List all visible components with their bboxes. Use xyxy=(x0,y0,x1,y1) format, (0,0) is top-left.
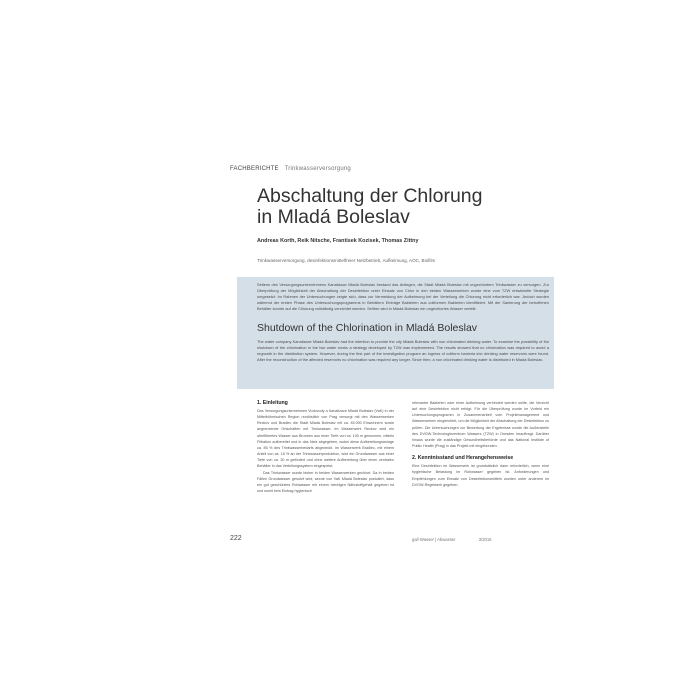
page-number: 222 xyxy=(230,535,242,542)
journal-name: gwf-Wasser | Abwasser xyxy=(412,537,456,542)
section-heading-introduction: 1. Einleitung xyxy=(257,400,288,406)
article-keywords: Trinkwasserversorgung, desinfektionsmittelfreier Netzbetrieb, Aufkeimung, AOC, Biofilm xyxy=(257,258,436,263)
abstract-german: Seitens des Versorgungsunternehmens Kanalizace Mladá Boleslav bestand das Anliegen, die Stadt Mladá Boleslav mit ungechlortem Trinkwasser zu versorgen. Zur Überprüfung der Möglichkeit der Abschaltung der Desinfektion unter Einsatz von Chlor in den beiden Wasserwerken wurde eine vom TZW entwickelte Strategie umgesetzt. Im Rahmen der Untersuchungen zeigte sich, dass zur Vermeidung der Aufkeimung bei der Verteilung die Chlorung nicht erforderlich war. Jedoch wurden während der ersten Phase des Untersuchungsprogramms in Behältern Einträge Bakterien aus coliformen Bakterien identifiziert. Mit der Sanierung der betroffenen Behälter konnte auf die Chlorung vollständig verzichtet werden. Seither wird in Mladá Boleslav ein ungechlortes Wasser verteilt. xyxy=(257,282,549,312)
section-header xyxy=(230,166,351,172)
journal-footer xyxy=(412,537,492,542)
article-authors: Andreas Korth, Reik Nitsche, Frantisek Kozisek, Thomas Zittny xyxy=(257,238,419,244)
section-heading-state-of-knowledge: 2. Kenntnisstand und Herangehensweise xyxy=(412,455,514,462)
subsection-label: Trinkwasserversorgung xyxy=(284,166,351,172)
article-title-line-1: Abschaltung der Chlorung xyxy=(257,185,483,207)
journal-issue: 3/2015 xyxy=(478,537,492,542)
body-paragraph: relevanter Bakterien oder einer Aufkeimung verhindert werden sollte, die Verzicht auf eine Desinfektion nicht erfolgt. Für die Überprüfung wurde im Vorfeld ein Untersuchungsprogramm in Zusammenarbeit vom Projektmanagement und Wasserwerken eingerichtet, um die Möglichkeit der Abschaltung der Desinfektion zu prüfen. Die Untersuchungen zur Bewertung der Ergebnisse wurde die Außenstelle des DVGW-Technologiezentrum Wassers (TZW) in Dresden beauftragt. Darüber hinaus wurde die zuständige Gesundheitsbehörde und das National Institute of Public Health (Prag) in das Projekt mit eingebunden. xyxy=(412,401,549,449)
english-title: Shutdown of the Chlorination in Mladá Boleslav xyxy=(257,322,478,334)
article-title-line-2: in Mladá Boleslav xyxy=(257,206,410,228)
section-label: FACHBERICHTE xyxy=(230,166,279,172)
body-column-left xyxy=(257,400,394,494)
abstract-english: The water company Kanalizace Mladá Boleslav had the intention to provide the city Mladá Boleslav with non chlorinated drinking water. To examine the possibility of the shutdown of the chlorination in the two water works a strategy developed by TZW was implemented. The results showed that no chlorination was required to avoid a regrowth in the distribution system. However, during the first part of the investigation program an ingress of coliform bacteria into drinking water reservoirs were found. After the reconstruction of the affected reservoirs no chlorination was required any longer. Since then, a non chlorinated drinking water is distributed in Mladá Boleslav. xyxy=(257,339,549,363)
body-column-right xyxy=(412,400,549,488)
article-title xyxy=(257,186,557,228)
body-paragraph: Eine Desinfektion im Wasserwerk ist grundsätzlich dann erforderlich, wenn eine hygienische Belastung im Rohwasser gegeben ist. Anforderungen und Empfehlungen zum Einsatz von Desinfektionsmitteln wurden unter anderem im DVGW-Regelwerk gegeben. xyxy=(412,464,549,487)
body-paragraph: Das Trinkwasser wurde bisher in beiden Wasserwerken gechlort. Da in beiden Fällen Grundwasser genutzt wird, wurde von VaK Mladá Boleslav postuliert, dass ein gut geschütztes Rohwasser mit einem niedrigen Nährstoffgehalt gegeben ist und somit kein Eintrag hygienisch xyxy=(257,470,394,494)
body-paragraph: Das Versorgungsunternehmen Vodovody a Kanalizace Mladá Boleslav (VaK) in der Mittelböhmischen Region nordöstlich von Prag versorgt mit den Wasserwerken Reckov und Bradlec die Stadt Mladá Boleslav mit ca. 45.000 Einwohnern sowie angrenzende Ortschaften mit Trinkwasser. Im Wasserwerk Reckov wird ein uferfiltriertes Wasser aus Brunnen aus einer Tiefe von ca. 100 m gewonnen, mittels Filtration aufbereitet und in das Netz abgegeben, wobei diese Aufbereitungsanlage ca. 85 % des Trinkwasserbedarfs abgedeckt. Im Wasserwerk Bradlec, mit einem Anteil von ca. 15 % an der Trinkwasserproduktion, wird ein Grundwasser aus einer Tiefe von ca. 30 m gefördert und ohne weitere Aufbereitung über einen zentralen Behälter in das Verteilungssystem eingespeist. xyxy=(257,409,394,469)
